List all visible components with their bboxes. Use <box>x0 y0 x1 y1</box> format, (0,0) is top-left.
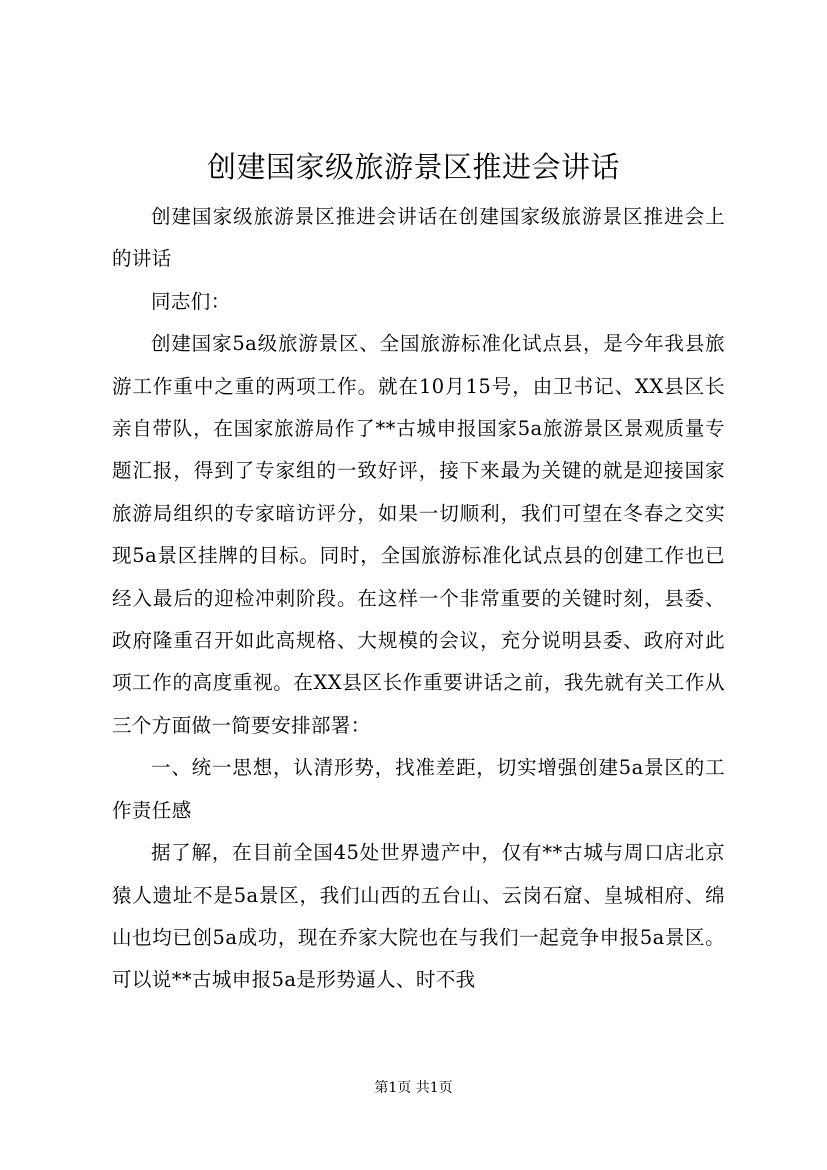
paragraph-section-one-heading: 一、统一思想，认清形势，找准差距，切实增强创建5a景区的工作责任感 <box>112 756 725 822</box>
paragraph-salutation: 同志们： <box>151 289 231 313</box>
document-body <box>112 196 725 1002</box>
paragraph-section-one-body: 据了解，在目前全国45处世界遗产中，仅有**古城与周口店北京猿人遗址不是5a景区，我们山西的五台山、云岗石窟、皇城相府、绵山也均已创5a成功，现在乔家大院也在与我们一起竞争申报5a景区。可以说**古城申报5a是形势逼人、时不我 <box>112 841 725 992</box>
paragraph-heading-ref: 创建国家级旅游景区推进会讲话在创建国家级旅游景区推进会上的讲话 <box>112 205 725 271</box>
document-title: 创建国家级旅游景区推进会讲话 <box>206 150 620 184</box>
page-footer: 第1页 共1页 <box>374 1080 453 1096</box>
paragraph-intro: 创建国家5a级旅游景区、全国旅游标准化试点县，是今年我县旅游工作重中之重的两项工作。就在10月15号，由卫书记、XX县区长亲自带队，在国家旅游局作了**古城申报国家5a旅游景区景观质量专题汇报，得到了专家组的一致好评，接下来最为关键的就是迎接国家旅游局组织的专家暗访评分，如果一切顺利，我们可望在冬春之交实现5a景区挂牌的目标。同时，全国旅游标准化试点县的创建工作也已经入最后的迎检冲刺阶段。在这样一个非常重要的关键时刻，县委、政府隆重召开如此高规格、大规模的会议，充分说明县委、政府对此项工作的高度重视。在XX县区长作重要讲话之前，我先就有关工作从三个方面做一简要安排部署： <box>112 332 725 737</box>
